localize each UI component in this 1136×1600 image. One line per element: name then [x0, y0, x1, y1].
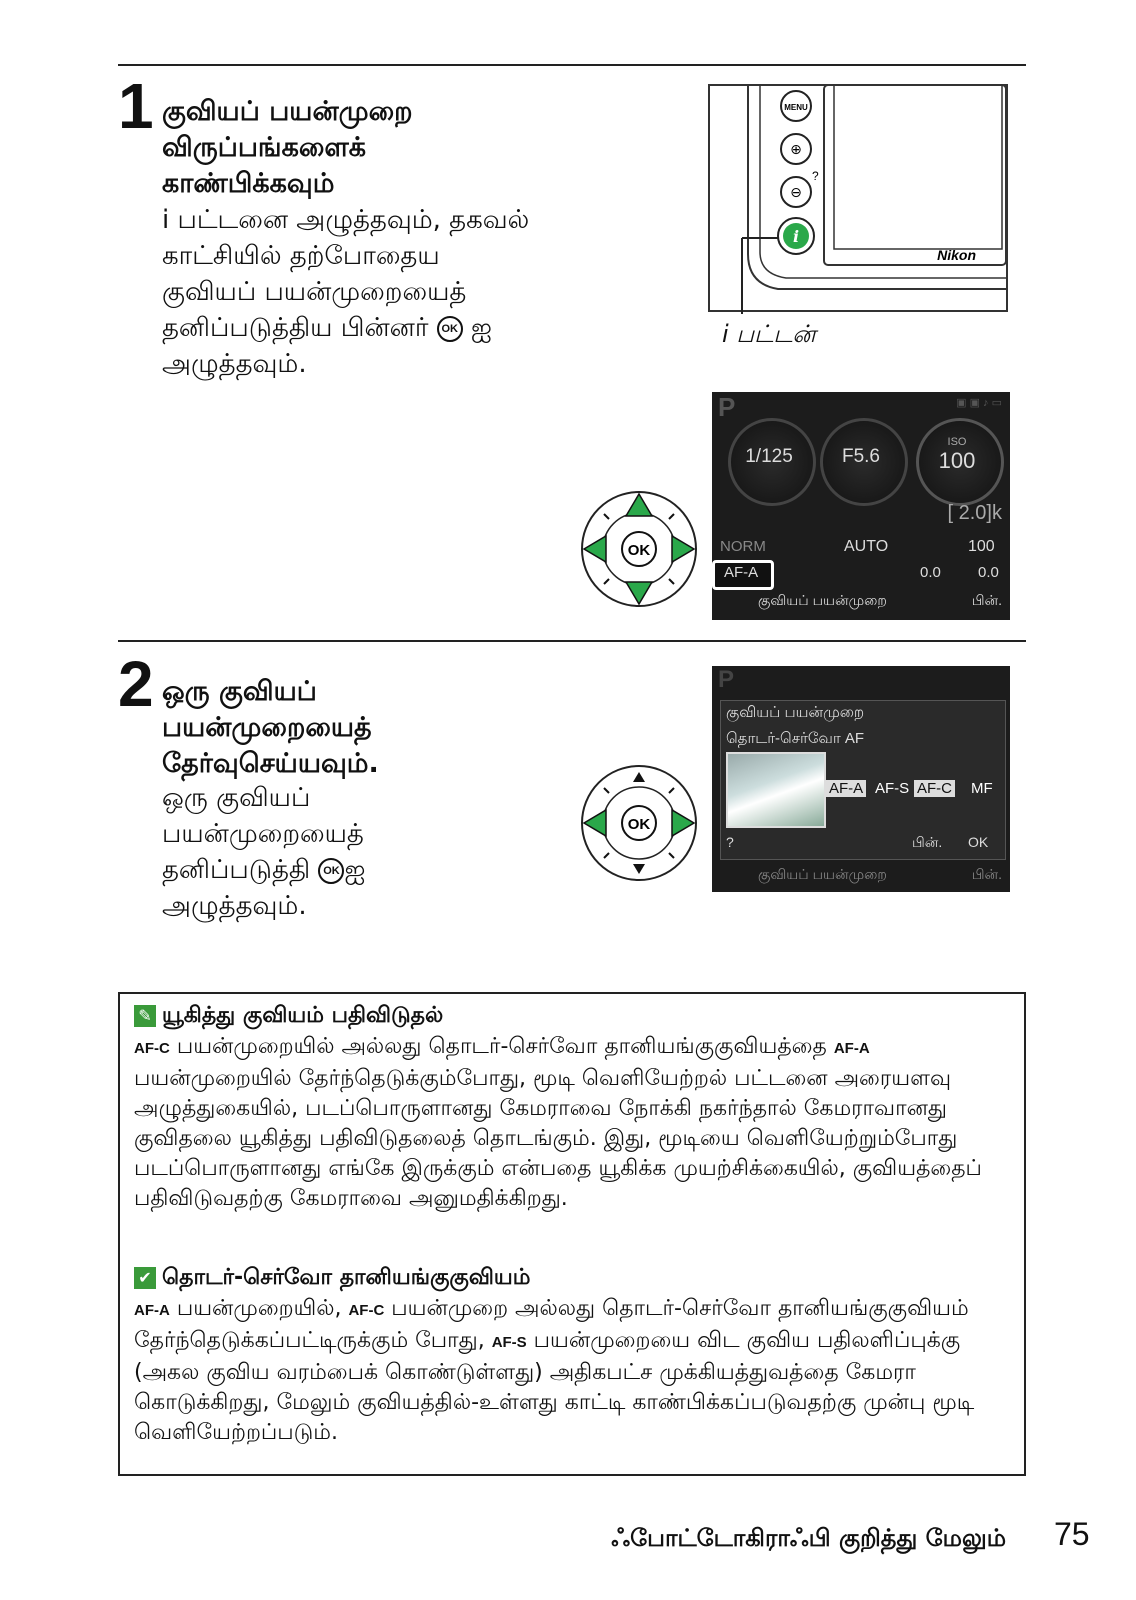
zoom-out-icon: ⊖: [790, 185, 802, 201]
af-mode-menu-display: [712, 666, 1010, 892]
af-mode-value: AF-A: [724, 564, 759, 581]
af-c-tag: AF-C: [348, 1302, 385, 1319]
step2-body: [162, 780, 492, 924]
multi-selector-step2: [580, 764, 698, 882]
note2-text1: பயன்முறையில்,: [169, 1296, 349, 1321]
page-number: 75: [1054, 1516, 1090, 1552]
aperture: F5.6: [841, 446, 881, 467]
af-option-af-c[interactable]: AF-C: [914, 780, 955, 797]
zoom-in-button: [781, 134, 811, 164]
exposure-comp: 0.0: [920, 564, 941, 581]
note1-title: யூகித்து குவியம் பதிவிடுதல்: [162, 1003, 444, 1028]
flash-comp: 0.0: [978, 564, 999, 581]
note2-body: [134, 1294, 1014, 1448]
note2-title-row: [134, 1264, 530, 1292]
i-button: [778, 218, 814, 254]
camera-brand-logo: Nikon: [937, 247, 976, 263]
menu-ok: OK: [968, 834, 989, 850]
note1-text1: பயன்முறையில் அல்லது தொடர்-செர்வோ தானியங்குகுவியத்தை: [169, 1034, 834, 1059]
help-icon: ?: [726, 834, 734, 850]
white-balance: AUTO: [844, 538, 889, 555]
iso-row: 100: [968, 538, 995, 555]
step2-number: 2: [118, 648, 154, 720]
status-icons: ▣ ▣ ♪ ▭: [956, 397, 1002, 409]
multi-selector-step1: [580, 490, 698, 608]
ok-button-icon: OK: [318, 858, 344, 884]
step2-title: ஒரு குவியப் பயன்முறையைத் தேர்வுசெய்யவும்.: [162, 676, 379, 779]
lcd-footer-right: பின்.: [971, 592, 1002, 608]
ok-button-label: OK: [627, 542, 651, 559]
camera-back-illustration: [708, 84, 1010, 314]
af-a-tag: AF-A: [833, 1040, 870, 1057]
surfer-thumbnail: [726, 752, 826, 828]
zoom-in-icon: ⊕: [790, 142, 802, 158]
note1-body: [134, 1032, 1014, 1214]
note1-title-row: [134, 1002, 443, 1030]
note2-text2: பயன்முறை அல்லது தொடர்-செர்வோ தானியங்குகுவியம் தேர்ந்தெடுக்கப்பட்டிருக்கும் போது,: [134, 1296, 969, 1353]
lcd-footer-left: குவியப் பயன்முறை: [758, 866, 887, 882]
af-a-tag: AF-A: [134, 1302, 170, 1319]
step1-body: [162, 202, 542, 382]
menu-button-label: MENU: [784, 103, 808, 112]
ok-button-icon: OK: [437, 316, 463, 342]
step1-body-pre: i பட்டனை அழுத்தவும், தகவல் காட்சியில் தற்போதைய குவியப் பயன்முறையைத் தனிப்படுத்திய பின்னர்: [162, 205, 530, 343]
shooting-mode: P: [718, 392, 736, 422]
mid-rule: [118, 640, 1026, 642]
af-c-tag: AF-C: [134, 1040, 170, 1057]
step2-body-pre: ஒரு குவியப் பயன்முறையைத் தனிப்படுத்தி: [162, 783, 364, 885]
remaining-shots: [ 2.0]k: [947, 502, 1002, 524]
i-icon: i: [792, 227, 800, 246]
check-icon: ✔: [134, 1267, 156, 1289]
af-option-af-s[interactable]: AF-S: [875, 780, 910, 797]
af-option-af-a[interactable]: AF-A: [826, 780, 866, 797]
help-question-icon: ?: [812, 169, 819, 183]
note2-title: தொடர்-செர்வோ தானியங்குகுவியம்: [162, 1265, 531, 1290]
shutter-speed: 1/125: [745, 446, 793, 467]
menu-subtitle: தொடர்-செர்வோ AF: [726, 730, 865, 747]
step1-title: குவியப் பயன்முறை விருப்பங்களைக் காண்பிக்கவும்: [162, 96, 413, 199]
menu-back: பின்.: [912, 834, 943, 850]
section-footer: ஃபோட்டோகிராஃபி குறித்து மேலும்: [611, 1524, 1006, 1552]
menu-title: குவியப் பயன்முறை: [726, 704, 865, 721]
iso-label: ISO: [947, 436, 967, 448]
menu-button: [781, 91, 811, 121]
iso-value: 100: [938, 448, 976, 473]
lcd-footer-right: பின்.: [971, 866, 1002, 882]
top-rule: [118, 64, 1026, 66]
step1-body-post: ஐ அழுத்தவும்.: [162, 313, 492, 379]
lcd-footer-left: குவியப் பயன்முறை: [758, 592, 887, 608]
pencil-icon: ✎: [134, 1005, 156, 1027]
notes-box: [118, 992, 1026, 1476]
af-option-mf[interactable]: MF: [971, 780, 993, 797]
quality: NORM: [720, 538, 766, 555]
ok-button-label: OK: [627, 816, 651, 833]
info-display-step1: [712, 392, 1010, 620]
step2-body-post: ஐ அழுத்தவும்.: [162, 855, 366, 921]
af-s-tag: AF-S: [491, 1334, 527, 1351]
shooting-mode: P: [718, 666, 735, 693]
note2-text3: பயன்முறையை விட குவிய பதிலளிப்புக்கு (அகல குவிய வரம்பைக் கொண்டுள்ளது) அதிகபட்ச முக்கியத்துவத்தை கேமரா கொடுக்கிறது, மேலும் குவியத்தில்-உள்ளது காட்டி காண்பிக்கப்படுவதற்கு முன்பு மூடி வெளியேற்றப்படும்.: [134, 1328, 975, 1445]
step1-number: 1: [118, 70, 154, 142]
i-button-caption: i பட்டன்: [722, 320, 816, 348]
note1-text2: பயன்முறையில் தேர்ந்தெடுக்கும்போது, மூடி வெளியேற்றல் பட்டனை அரையளவு அழுத்துகையில், படப்பொருளானது கேமராவை நோக்கி நகர்ந்தால் கேமராவானது குவிதலை யூகித்து பதிவிடுதலைத் தொடங்கும். இது, மூடியை வெளியேற்றும்போது படப்பொருளானது எங்கே இருக்கும் என்பதை யூகிக்க முயற்சிக்கையில், குவியத்தைப் பதிவிடுவதற்கு கேமராவை அனுமதிக்கிறது.: [134, 1066, 982, 1211]
zoom-out-button: [781, 177, 811, 207]
